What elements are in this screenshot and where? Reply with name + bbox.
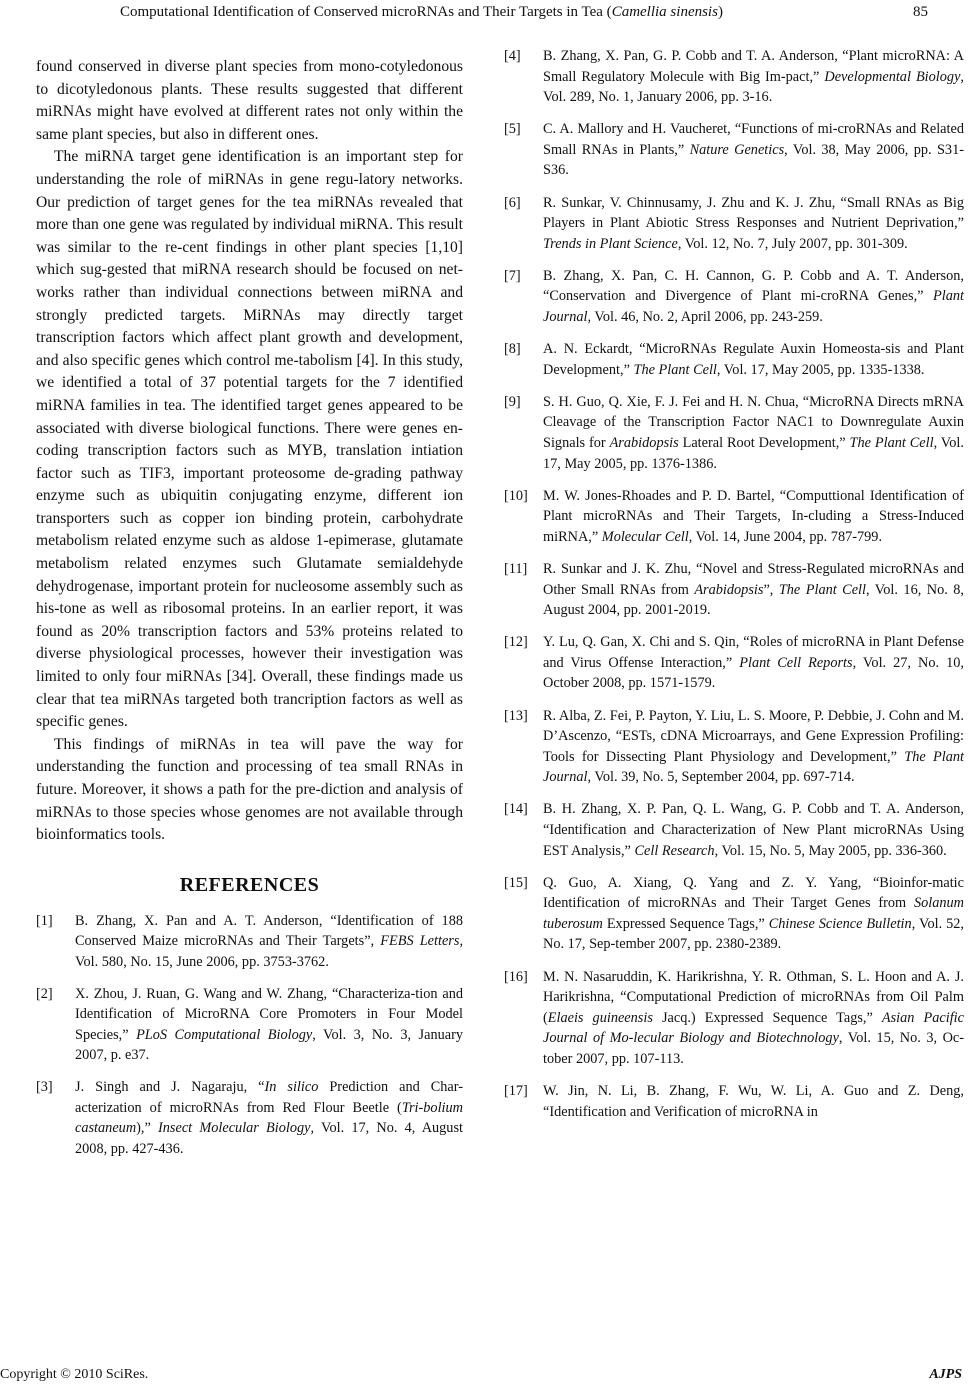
reference-text: Y. Lu, Q. Gan, X. Chi and S. Qin, “Roles of microRNA in Plant Defense and Virus Offense Interaction,” Plant Cell Reports, Vol. 27, No. 10, October 2008, pp. 1571-1579. (543, 634, 964, 692)
running-title: Computational Identification of Conserved microRNAs and Their Targets in Tea (Camellia sinensis) (120, 4, 723, 20)
reference-item (504, 119, 964, 181)
reference-item (504, 193, 964, 255)
reference-item (504, 873, 964, 955)
reference-item (36, 1077, 463, 1159)
reference-text: B. H. Zhang, X. P. Pan, Q. L. Wang, G. P. Cobb and T. A. Anderson, “Identification and Characterization of New Plant microRNAs Using EST Analysis,” Cell Research, Vol. 15, No. 5, May 2005, pp. 336-360. (543, 801, 964, 859)
reference-text: B. Zhang, X. Pan and A. T. Anderson, “Identification of 188 Conserved Maize microRNAs and Their Targets”, FEBS Letters, Vol. 580, No. 15, June 2006, pp. 3753-3762. (75, 912, 464, 970)
reference-list-left (36, 911, 463, 1160)
reference-text: B. Zhang, X. Pan, C. H. Cannon, G. P. Cobb and A. T. Anderson, “Conservation and Divergence of Plant mi-croRNA Genes,” Plant Journal, Vol. 46, No. 2, April 2006, pp. 243-259. (543, 267, 964, 326)
reference-text: J. Singh and J. Nagaraju, “In silico Prediction and Char-acterization of microRNAs from Red Flour Beetle (Tri-bolium castaneum),” Insect Molecular Biology, Vol. 17, No. 4, August 2008, pp. 427-436. (75, 1078, 463, 1157)
reference-item (504, 339, 964, 380)
reference-item (504, 799, 964, 861)
reference-number: [17] (504, 1083, 528, 1100)
right-column (504, 46, 964, 1134)
reference-number: [5] (504, 121, 521, 138)
reference-text: C. A. Mallory and H. Vaucheret, “Functions of mi-croRNAs and Related Small RNAs in Plants,” Nature Genetics, Vol. 38, May 2006, pp. S31-S36. (543, 121, 964, 179)
reference-item (504, 392, 964, 474)
reference-text: B. Zhang, X. Pan, G. P. Cobb and T. A. Anderson, “Plant microRNA: A Small Regulatory Molecule with Big Im-pact,” Developmental Biology, Vol. 289, No. 1, January 2006, pp. 3-16. (543, 48, 964, 106)
reference-text: R. Sunkar, V. Chinnusamy, J. Zhu and K. J. Zhu, “Small RNAs as Big Players in Plant Abiotic Stress Responses and Nutrient Deprivation,” Trends in Plant Science, Vol. 12, No. 7, July 2007, pp. 301-309. (543, 194, 964, 252)
reference-text: Q. Guo, A. Xiang, Q. Yang and Z. Y. Yang, “Bioinfor-matic Identification of microRNAs and Their Target Genes from Solanum tuberosum Expressed Sequence Tags,” Chinese Science Bulletin, Vol. 52, No. 17, Sep-tember 2007, pp. 2380-2389. (543, 874, 965, 953)
reference-item (504, 1081, 964, 1122)
reference-number: [14] (504, 801, 528, 818)
reference-item (504, 967, 964, 1070)
reference-text: M. W. Jones-Rhoades and P. D. Bartel, “Computtional Identification of Plant microRNAs and Their Targets, In-cluding a Stress-Induced miRNA,” Molecular Cell, Vol. 14, June 2004, pp. 787-799. (543, 487, 964, 545)
page-number: 85 (913, 4, 928, 20)
reference-number: [3] (36, 1078, 53, 1095)
reference-number: [1] (36, 912, 53, 929)
journal-abbreviation: AJPS (929, 1367, 962, 1382)
references-heading: REFERENCES (179, 873, 320, 896)
reference-number: [16] (504, 968, 528, 985)
page-footer (0, 1366, 968, 1384)
reference-text: X. Zhou, J. Ruan, G. Wang and W. Zhang, “Characteriza-tion and Identification of MicroRNA Core Promoters in Four Model Species,” PLoS Computational Biology, Vol. 3, No. 3, January 2007, p. e37. (75, 985, 463, 1064)
reference-text: A. N. Eckardt, “MicroRNAs Regulate Auxin Homeosta-sis and Plant Development,” The Plant Cell, Vol. 17, May 2005, pp. 1335-1338. (543, 341, 964, 378)
reference-item (504, 559, 964, 621)
body-paragraph: The miRNA target gene identification is an important step for understanding the role of miRNAs in gene regu-latory networks. Our prediction of target genes for the tea miRNAs revealed that more than one gene was regulated by individual miRNA. This result was similar to the re-cent findings in other plant species [1,10] which sug-gested that miRNA research should be focused on net-works rather than individual connections between miRNA and strongly predicted targets. MiRNAs may directly target transcription factors which affect plant growth and development, and also specific genes which control me-tabolism [4]. In this study, we identified a total of 37 potential targets for the 7 identified miRNA families in tea. The identified target genes appeared to be associated with diverse biological functions. There were genes en-coding transcription factors such as MYB, translation intiation factor such as TIF3, important proteosome de-grading pathway enzyme such as ubiquitin conjugating enzyme, different ion transporters such as copper ion binding protein, carbohydrate metabolism related enzyme such as aldose 1-epimerase, glutamate metabolism related enzymes such Glutamate semialdehyde dehydrogenase, important protein for nucleosome assembly such as his-tone as well as ribosomal proteins. In an earlier report, it was found as 20% transcription factors and 53% proteins related to diverse physiological processes, however their investigation was limited to only four miRNAs [34]. Overall, these findings made us clear that tea miRNAs targeted both trancription factors as well as specific genes. (36, 148, 463, 731)
copyright-notice: Copyright © 2010 SciRes. (0, 1367, 149, 1382)
reference-text: M. N. Nasaruddin, K. Harikrishna, Y. R. Othman, S. L. Hoon and A. J. Harikrishna, “Computational Prediction of microRNAs from Oil Palm (Elaeis guineensis Jacq.) Expressed Sequence Tags,” Asian Pacific Journal of Mo-lecular Biology and Biotechnology, Vol. 15, No. 3, Oc-tober 2007, pp. 107-113. (543, 968, 964, 1067)
reference-number: [13] (504, 707, 528, 724)
reference-number: [12] (504, 634, 528, 651)
reference-text: W. Jin, N. Li, B. Zhang, F. Wu, W. Li, A. Guo and Z. Deng, “Identification and Verification of microRNA in (543, 1083, 964, 1120)
reference-number: [10] (504, 487, 528, 504)
reference-item (504, 486, 964, 548)
body-paragraph: found conserved in diverse plant species from mono-cotyledonous to dicotyledonous plants. These results suggested that different miRNAs might have evolved at different rates not only within the same plant species, but also in different ones. (36, 58, 463, 143)
reference-item (504, 46, 964, 108)
reference-text: R. Sunkar and J. K. Zhu, “Novel and Stress-Regulated microRNAs and Other Small RNAs from Arabidopsis”, The Plant Cell, Vol. 16, No. 8, August 2004, pp. 2001-2019. (543, 560, 964, 619)
reference-number: [9] (504, 393, 521, 410)
reference-number: [6] (504, 194, 521, 211)
reference-number: [8] (504, 341, 521, 358)
reference-number: [11] (504, 560, 528, 577)
reference-number: [15] (504, 874, 528, 891)
reference-item (504, 632, 964, 694)
reference-item (504, 706, 964, 788)
running-header (60, 2, 928, 24)
reference-item (504, 266, 964, 328)
reference-item (36, 984, 463, 1066)
reference-list-right (504, 46, 964, 1122)
reference-text: S. H. Guo, Q. Xie, F. J. Fei and H. N. Chua, “MicroRNA Directs mRNA Cleavage of the Transcription Factor NAC1 to Downregulate Auxin Signals for Arabidopsis Lateral Root Development,” The Plant Cell, Vol. 17, May 2005, pp. 1376-1386. (543, 393, 964, 472)
reference-number: [7] (504, 267, 521, 284)
left-column (36, 56, 463, 1170)
reference-number: [2] (36, 985, 53, 1002)
reference-item (36, 911, 463, 973)
body-paragraph: This findings of miRNAs in tea will pave the way for understanding the function and processing of tea small RNAs in future. Moreover, it shows a path for the pre-diction and analysis of miRNAs to those species whose genomes are not available through bioinformatics tools. (36, 735, 463, 844)
reference-number: [4] (504, 48, 521, 64)
reference-text: R. Alba, Z. Fei, P. Payton, Y. Liu, L. S. Moore, P. Debbie, J. Cohn and M. D’Ascenzo, “ESTs, cDNA Microarrays, and Gene Expression Profiling: Tools for Dissecting Plant Physiology and Development,” The Plant Journal, Vol. 39, No. 5, September 2004, pp. 697-714. (543, 707, 965, 786)
